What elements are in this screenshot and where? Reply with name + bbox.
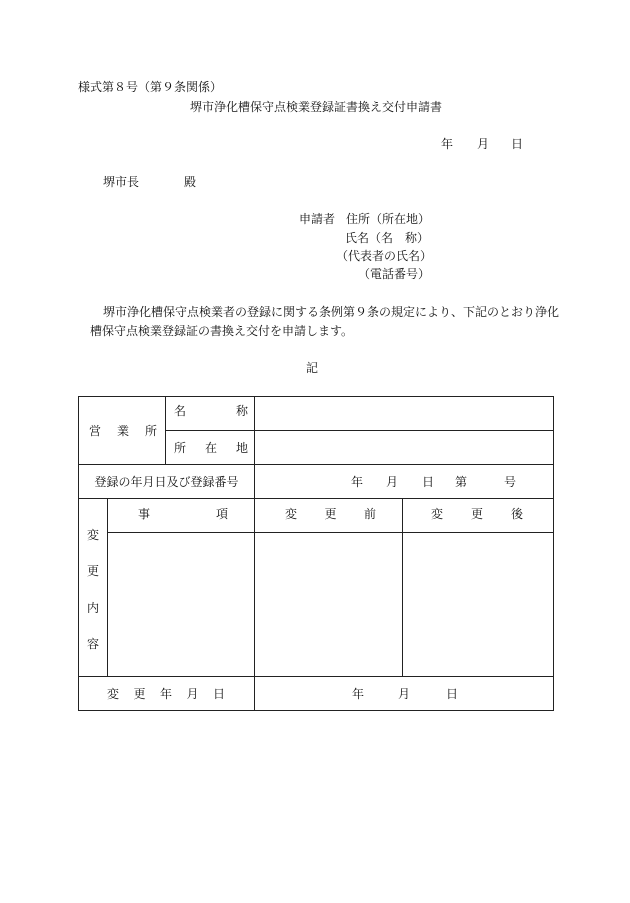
office-name-label-cell <box>166 397 255 431</box>
change-header-row <box>79 499 554 533</box>
reg-number-suffix: 号 <box>504 474 517 489</box>
before-header-char-1: 変 <box>285 506 298 521</box>
form-title: 堺市浄化槽保守点検業登録証書換え交付申請書 <box>190 100 443 114</box>
addressee-honorific: 殿 <box>184 175 197 189</box>
change-date-char-2: 更 <box>133 686 146 701</box>
change-after-value[interactable] <box>403 533 554 677</box>
applicant-name: 氏名（名 称） <box>345 231 430 245</box>
change-content-row <box>79 533 554 677</box>
change-date-char-1: 変 <box>107 686 120 701</box>
applicant-address: 住所（所在地） <box>346 212 431 226</box>
before-header-cell <box>255 499 403 533</box>
item-header-cell <box>108 499 255 533</box>
change-before-value[interactable] <box>255 533 403 677</box>
location-label-char-2: 在 <box>205 440 218 455</box>
office-location-value[interactable] <box>255 431 554 465</box>
after-header-char-2: 更 <box>471 506 484 521</box>
reg-number-prefix: 第 <box>455 474 468 489</box>
change-date-label-cell <box>79 677 255 711</box>
applicant-representative: （代表者の氏名） <box>336 249 433 263</box>
change-date-row <box>79 677 554 711</box>
change-content-char-2: 更 <box>86 564 99 579</box>
change-date-value-cell[interactable] <box>255 677 554 711</box>
change-date-char-3: 年 <box>160 686 173 701</box>
addressee-to: 堺市長 <box>103 175 140 189</box>
change-content-char-1: 変 <box>86 527 99 542</box>
change-date-year: 年 <box>352 686 365 701</box>
reg-day: 日 <box>422 474 435 489</box>
applicant-phone: （電話番号） <box>358 267 431 281</box>
body-text-line1: 堺市浄化槽保守点検業者の登録に関する条例第９条の規定により、下記のとおり浄化 <box>103 305 560 319</box>
location-label-char-3: 地 <box>235 440 248 455</box>
date-day: 日 <box>511 137 524 151</box>
name-label-char-2: 称 <box>236 403 249 418</box>
office-label-char-2: 業 <box>117 423 130 438</box>
body-text-line2: 槽保守点検業登録証の書換え交付を申請します。 <box>90 324 354 338</box>
registration-row <box>79 465 554 499</box>
name-label-char-1: 名 <box>174 403 187 418</box>
change-content-label-cell <box>79 499 108 677</box>
item-header-char-2: 項 <box>216 506 229 521</box>
change-date-char-4: 月 <box>186 686 199 701</box>
after-header-cell <box>403 499 554 533</box>
after-header-char-3: 後 <box>510 506 523 521</box>
office-label-char-1: 営 <box>89 423 102 438</box>
office-name-value[interactable] <box>255 397 554 431</box>
form-number: 様式第８号（第９条関係） <box>78 80 223 94</box>
reg-month: 月 <box>386 474 399 489</box>
after-header-char-1: 変 <box>431 506 444 521</box>
applicant-label: 申請者 <box>299 212 336 226</box>
registration-label-cell <box>79 465 255 499</box>
before-header-char-2: 更 <box>324 506 337 521</box>
change-date-month: 月 <box>398 686 411 701</box>
application-table <box>78 396 554 711</box>
office-location-label-cell <box>166 431 255 465</box>
change-content-char-3: 内 <box>86 600 99 615</box>
reg-year: 年 <box>351 474 364 489</box>
registration-value-cell[interactable] <box>255 465 554 499</box>
location-label-char-1: 所 <box>174 440 187 455</box>
office-label-cell <box>79 397 166 465</box>
item-header-char-1: 事 <box>138 506 151 521</box>
registration-label: 登録の年月日及び登録番号 <box>94 474 239 489</box>
office-label-char-3: 所 <box>145 423 158 438</box>
change-content-char-4: 容 <box>86 637 99 652</box>
change-date-day: 日 <box>446 686 459 701</box>
office-name-row <box>79 397 554 431</box>
date-month: 月 <box>477 137 490 151</box>
date-year: 年 <box>441 137 454 151</box>
before-header-char-3: 前 <box>363 506 376 521</box>
change-date-char-5: 日 <box>213 686 226 701</box>
change-item-value[interactable] <box>108 533 255 677</box>
ki-label: 記 <box>306 361 319 375</box>
